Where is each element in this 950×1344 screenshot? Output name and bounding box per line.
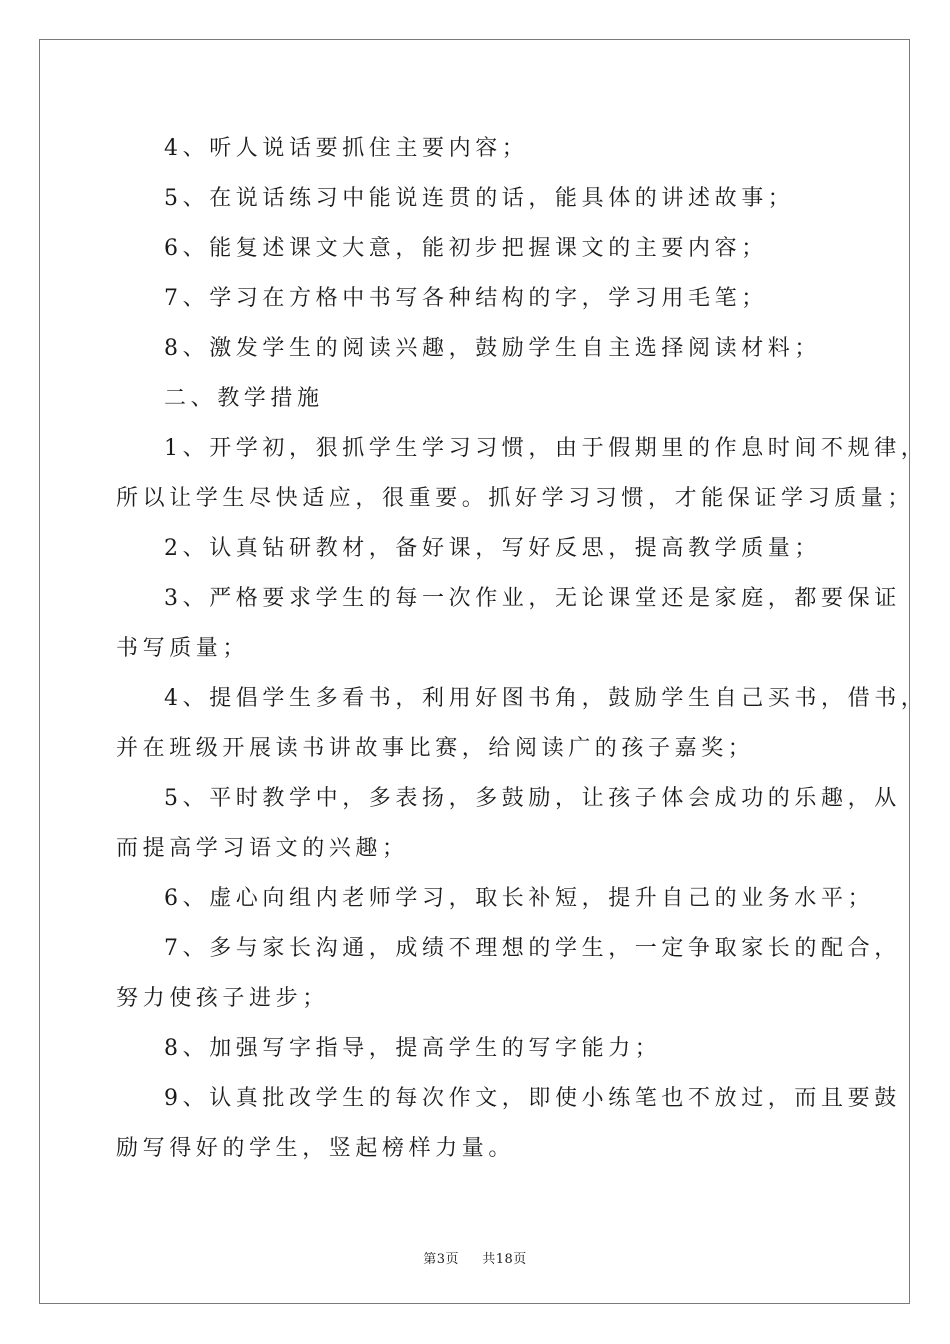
document-body (116, 124, 928, 1174)
line-4: 7、学习在方格中书写各种结构的字，学习用毛笔； (164, 286, 768, 311)
line-20: 9、认真批改学生的每次作文，即使小练笔也不放过，而且要鼓 (164, 1086, 901, 1111)
line-12: 4、提倡学生多看书，利用好图书角，鼓励学生自己买书，借书， (164, 686, 928, 711)
line-11: 书写质量； (116, 636, 250, 661)
page-footer (0, 1248, 950, 1267)
line-5: 8、激发学生的阅读兴趣，鼓励学生自主选择阅读材料； (164, 336, 821, 361)
line-9: 2、认真钻研教材，备好课，写好反思，提高教学质量； (164, 536, 821, 561)
line-19: 8、加强写字指导，提高学生的写字能力； (164, 1036, 662, 1061)
line-2: 5、在说话练习中能说连贯的话，能具体的讲述故事； (164, 186, 795, 211)
line-3: 6、能复述课文大意，能初步把握课文的主要内容； (164, 236, 768, 261)
line-1: 4、听人说话要抓住主要内容； (164, 136, 529, 161)
line-18: 努力使孩子进步； (116, 986, 329, 1011)
line-15: 而提高学习语文的兴趣； (116, 836, 409, 861)
section-heading: 二、教学措施 (164, 386, 324, 411)
line-14: 5、平时教学中，多表扬，多鼓励，让孩子体会成功的乐趣，从 (164, 786, 901, 811)
page-number: 第3页 (423, 1252, 459, 1267)
line-17: 7、多与家长沟通，成绩不理想的学生，一定争取家长的配合， (164, 936, 901, 961)
line-7: 1、开学初，狠抓学生学习习惯，由于假期里的作息时间不规律， (164, 436, 928, 461)
line-21: 励写得好的学生，竖起榜样力量。 (116, 1136, 516, 1161)
line-13: 并在班级开展读书讲故事比赛，给阅读广的孩子嘉奖； (116, 736, 755, 761)
line-8: 所以让学生尽快适应，很重要。抓好学习习惯，才能保证学习质量； (116, 486, 915, 511)
page-total: 共18页 (482, 1252, 527, 1267)
line-10: 3、严格要求学生的每一次作业，无论课堂还是家庭，都要保证 (164, 586, 901, 611)
line-16: 6、虚心向组内老师学习，取长补短，提升自己的业务水平； (164, 886, 875, 911)
